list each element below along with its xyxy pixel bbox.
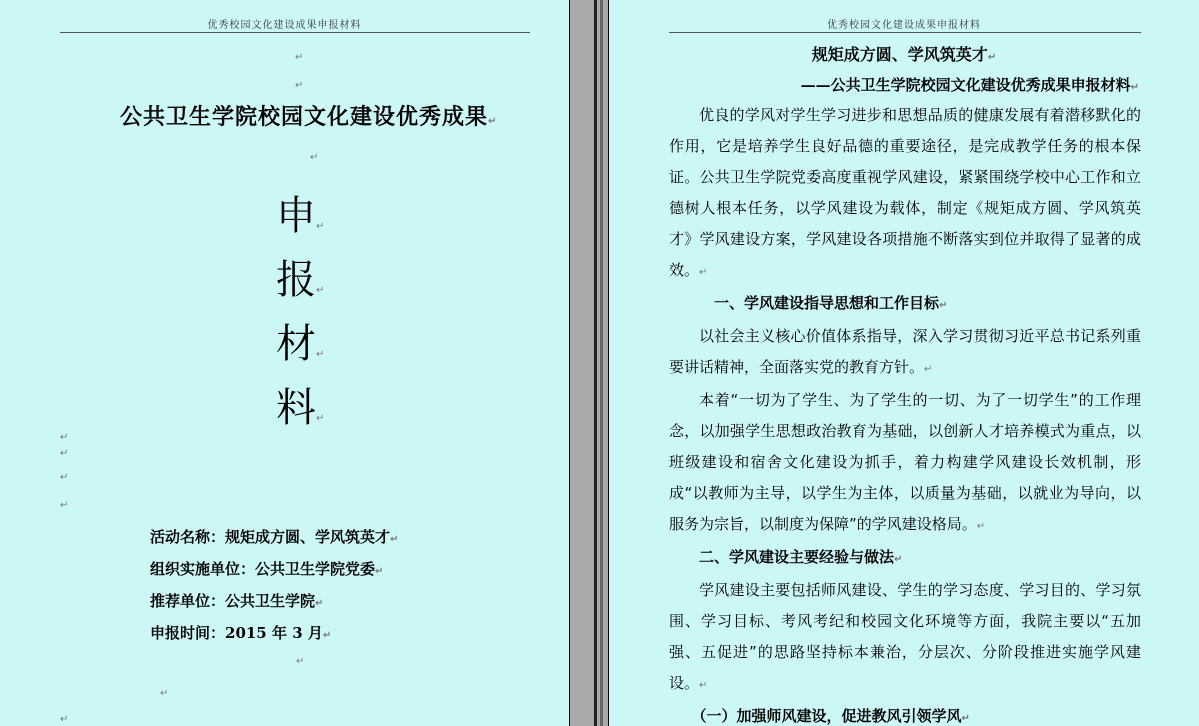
paragraph: 本着“一切为了学生、为了学生的一切、为了一切学生”的工作理念，以加强学生思想政治教育为基础，以创新人才培养模式为重点，以班级建设和宿舍文化建设为抓手，着力构建学风建设长效机制，形成“以教师为主导，以学生为主体，以质量为基础，以就业为导向，以服务为宗旨，以制度为保障”的学风建设格局。↵ — [669, 391, 1141, 533]
paragraph-mark: ↵ — [60, 472, 69, 483]
cover-char: 申↵ — [276, 193, 325, 239]
body-text — [669, 100, 1141, 726]
document-title: 规矩成方圆、学风筑英才↵ — [811, 45, 997, 64]
organizer: 组织实施单位：公共卫生学院党委↵ — [150, 560, 384, 578]
page-divider — [600, 0, 603, 726]
paragraph-mark: ↵ — [295, 52, 304, 63]
header-rule — [60, 32, 530, 33]
section-heading: 二、学风建设主要经验与做法↵ — [699, 548, 903, 566]
header-rule — [669, 32, 1141, 33]
page-divider — [594, 0, 597, 726]
paragraph: 学风建设主要包括师风建设、学生的学习态度、学习目的、学习氛围、学习目标、考风考纪和校园文化环境等方面，我院主要以“五加强、五促进”的思路坚持标本兼治，分层次、分阶段推进实施学风建设。↵ — [669, 581, 1141, 692]
paragraph-mark: ↵ — [60, 500, 69, 511]
content-page — [608, 0, 1199, 726]
submission-date: 申报时间：2015 年 3 月↵ — [150, 624, 332, 642]
paragraph-mark: ↵ — [296, 656, 305, 667]
cover-page — [0, 0, 570, 726]
paragraph: 优良的学风对学生学习进步和思想品质的健康发展有着潜移默化的作用，它是培养学生良好品德的重要途径，是完成教学任务的根本保证。公共卫生学院党委高度重视学风建设，紧紧围绕学校中心工作和立德树人根本任务，以学风建设为载体，制定《规矩成方圆、学风筑英才》学风建设方案，学风建设各项措施不断落实到位并取得了显著的成效。↵ — [669, 106, 1141, 279]
recommender: 推荐单位：公共卫生学院↵ — [150, 592, 324, 610]
cover-char: 料↵ — [276, 385, 325, 431]
page-header: 优秀校园文化建设成果申报材料 — [827, 20, 981, 31]
activity-name: 活动名称：规矩成方圆、学风筑英才↵ — [150, 528, 399, 546]
paragraph-mark: ↵ — [160, 688, 169, 699]
paragraph: 以社会主义核心价值体系指导，深入学习贯彻习近平总书记系列重要讲话精神，全面落实党的教育方针。↵ — [669, 327, 1141, 376]
cover-char: 材↵ — [276, 321, 325, 367]
cover-title: 公共卫生学院校园文化建设优秀成果↵ — [120, 104, 498, 130]
paragraph-mark: ↵ — [310, 152, 319, 163]
subsection-heading: （一）加强师风建设，促进教风引领学风↵ — [691, 707, 970, 725]
section-heading: 一、学风建设指导思想和工作目标↵ — [714, 294, 948, 312]
paragraph-mark: ↵ — [60, 432, 69, 443]
paragraph-mark: ↵ — [295, 80, 304, 91]
paragraph-mark: ↵ — [60, 448, 69, 459]
cover-char: 报↵ — [276, 257, 325, 303]
document-subtitle: ——公共卫生学院校园文化建设优秀成果申报材料↵ — [800, 76, 1139, 94]
paragraph-mark: ↵ — [60, 714, 69, 725]
page-header: 优秀校园文化建设成果申报材料 — [207, 20, 362, 31]
